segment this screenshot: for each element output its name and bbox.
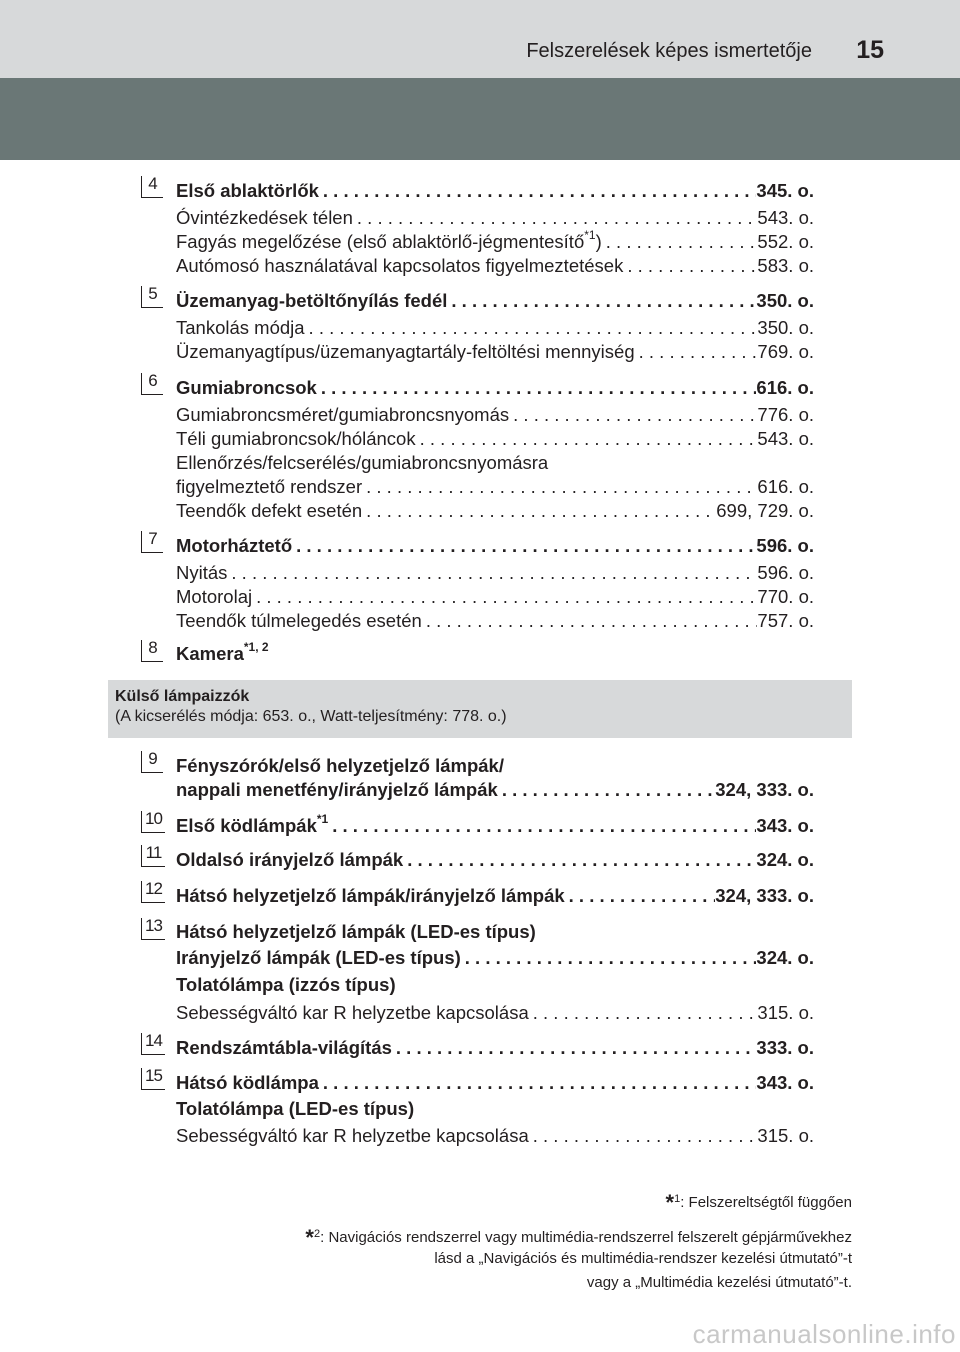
index-entry — [176, 778, 814, 801]
section-title: Felszerelések képes ismertetője — [526, 40, 812, 62]
entry-label — [176, 848, 403, 871]
dot-leader — [498, 778, 715, 801]
footnote-sup: 2 — [313, 1228, 321, 1240]
entry-page-ref: 324, 333. o. — [715, 885, 814, 906]
entry-label-text: Gumiabroncsméret/gumiabroncsnyomás — [176, 404, 510, 425]
item-number-marker — [141, 640, 163, 662]
dot-leader — [252, 585, 757, 608]
entry-label-text: Tolatólámpa (LED-es típus) — [176, 1098, 415, 1119]
dot-leader — [292, 534, 756, 557]
index-entry — [176, 206, 814, 229]
footnote-sup: 1 — [674, 1193, 681, 1205]
item-number: 9 — [148, 749, 157, 768]
dot-leader — [362, 475, 757, 498]
index-entry — [176, 254, 814, 277]
entry-page-ref: 776. o. — [757, 404, 814, 425]
entry-label-text: Sebességváltó kar R helyzetbe kapcsolása — [176, 1125, 529, 1146]
footnote-2-line-3: vagy a „Multimédia kezelési útmutató”-t. — [586, 1274, 852, 1291]
item-number: 15 — [145, 1066, 162, 1085]
index-entry — [176, 814, 814, 837]
entry-label — [176, 534, 292, 557]
index-entry — [176, 289, 814, 312]
dot-leader — [392, 1036, 757, 1059]
item-number: 14 — [145, 1031, 162, 1050]
dot-leader — [529, 1001, 758, 1024]
entry-page-ref: 343. o. — [756, 1072, 814, 1093]
index-entry — [176, 1097, 414, 1120]
index-entry — [176, 316, 814, 339]
dot-leader — [353, 206, 758, 229]
entry-page-ref: 596. o. — [757, 562, 814, 583]
dot-leader — [416, 427, 758, 450]
entry-label — [176, 179, 319, 202]
index-entry — [176, 230, 814, 253]
entry-label-text: Tankolás módja — [176, 317, 305, 338]
entry-label-text: Fényszórók/első helyzetjelző lámpák/ — [176, 755, 504, 776]
entry-label-text: Teendők defekt esetén — [176, 500, 363, 521]
footnote-2 — [305, 1224, 852, 1248]
entry-label — [176, 585, 252, 608]
entry-label-text: Első ködlámpák — [176, 815, 317, 836]
footnote-text: : Felszereltségtől függően — [680, 1194, 852, 1211]
index-entry — [176, 427, 814, 450]
footnote-star: * — [665, 1190, 675, 1215]
entry-label-text: Ellenőrzés/felcserélés/gumiabroncsnyomásra — [176, 452, 549, 473]
dot-leader — [565, 884, 716, 907]
item-number-marker — [141, 1068, 165, 1090]
index-entry — [176, 1124, 814, 1147]
entry-page-ref: 315. o. — [757, 1125, 814, 1146]
entry-footnote-ref: *1 — [584, 230, 596, 242]
entry-label-text: Nyitás — [176, 562, 228, 583]
entry-page-ref: 543. o. — [757, 428, 814, 449]
header-illustration-band — [0, 78, 960, 160]
item-number-marker — [141, 1033, 165, 1055]
entry-label-text: Téli gumiabroncsok/hóláncok — [176, 428, 416, 449]
item-number-marker — [141, 286, 163, 308]
entry-page-ref: 757. o. — [757, 610, 814, 631]
index-entry — [176, 340, 814, 363]
dot-leader — [319, 179, 757, 202]
entry-page-ref: 552. o. — [757, 231, 814, 252]
index-entry — [176, 642, 269, 665]
dot-leader — [227, 561, 757, 584]
index-entry — [176, 973, 396, 996]
entry-label-text: Első ablaktörlők — [176, 180, 319, 201]
entry-page-ref: 324, 333. o. — [715, 779, 814, 800]
entry-label — [176, 376, 317, 399]
entry-label-tail: ) — [595, 231, 602, 252]
index-entry — [176, 403, 814, 426]
index-entry — [176, 475, 814, 498]
entry-label-text: Hátsó helyzetjelző lámpák/irányjelző lámpák — [176, 885, 565, 906]
entry-page-ref: 345. o. — [756, 180, 814, 201]
index-entry — [176, 848, 814, 871]
index-entry — [176, 754, 504, 777]
item-number: 4 — [148, 174, 157, 193]
entry-label-text: Teendők túlmelegedés esetén — [176, 610, 422, 631]
entry-page-ref: 324. o. — [756, 849, 814, 870]
entry-label — [176, 427, 416, 450]
item-number-marker — [141, 531, 163, 553]
item-number-marker — [141, 811, 165, 833]
index-entry — [176, 609, 814, 632]
entry-page-ref: 315. o. — [757, 1002, 814, 1023]
entry-label — [176, 609, 422, 632]
item-number-marker — [141, 373, 163, 395]
entry-label — [176, 1001, 529, 1024]
index-entry — [176, 451, 548, 474]
footnote-star: * — [305, 1225, 314, 1250]
entry-label-text: Autómosó használatával kapcsolatos figyelmeztetések — [176, 255, 624, 276]
page-header — [0, 0, 960, 78]
footnote-1 — [666, 1189, 852, 1213]
entry-label — [176, 884, 565, 907]
index-entry — [176, 585, 814, 608]
entry-label-text: Kamera — [176, 643, 244, 664]
entry-label — [176, 403, 509, 426]
lamps-box-subtitle: (A kicserélés módja: 653. o., Watt-teljesítmény: 778. o.) — [115, 708, 507, 725]
index-entry — [176, 884, 814, 907]
item-number: 10 — [145, 809, 162, 828]
entry-label — [176, 814, 328, 837]
lamps-info-box — [108, 680, 852, 738]
entry-label-text: Fagyás megelőzése (első ablaktörlő-jégmentesítő — [176, 231, 585, 252]
entry-label-text: Irányjelző lámpák (LED-es típus) — [176, 947, 461, 968]
item-number-marker — [141, 176, 163, 198]
entry-page-ref: 333. o. — [756, 1037, 814, 1058]
item-number: 5 — [148, 284, 157, 303]
lamps-box-title: Külső lámpaizzók — [115, 688, 250, 705]
entry-label — [176, 254, 623, 277]
footnote-text: : Navigációs rendszerrel vagy multimédia-rendszerrel felszerelt gépjárművekhez — [320, 1229, 852, 1246]
entry-label-text: Óvintézkedések télen — [176, 207, 353, 228]
item-number: 8 — [148, 638, 157, 657]
entry-page-ref: 343. o. — [756, 815, 814, 836]
entry-label — [176, 289, 447, 312]
entry-label-text: Hátsó ködlámpa — [176, 1072, 319, 1093]
item-number-marker — [141, 918, 165, 940]
index-entry — [176, 1071, 814, 1094]
index-entry — [176, 179, 814, 202]
entry-label-text: Üzemanyag-betöltőnyílás fedél — [176, 290, 448, 311]
entry-label — [176, 946, 461, 969]
entry-label-text: Rendszámtábla-világítás — [176, 1037, 392, 1058]
index-entry — [176, 1036, 814, 1059]
index-entry — [176, 561, 814, 584]
dot-leader — [623, 254, 757, 277]
entry-page-ref: 350. o. — [756, 290, 814, 311]
entry-label-text: Tolatólámpa (izzós típus) — [176, 974, 396, 995]
dot-leader — [422, 609, 758, 632]
dot-leader — [403, 848, 756, 871]
entry-label — [176, 499, 362, 522]
entry-label — [176, 1071, 319, 1094]
item-number: 13 — [145, 916, 162, 935]
entry-footnote-ref: *1 — [316, 814, 329, 826]
entry-footnote-ref: *1, 2 — [243, 640, 269, 654]
entry-page-ref: 770. o. — [757, 586, 814, 607]
item-number: 12 — [145, 879, 162, 898]
entry-label-text: Gumiabroncsok — [176, 377, 317, 398]
dot-leader — [635, 340, 758, 363]
watermark: carmanualsonline.info — [692, 1319, 956, 1349]
footnote-2-line-2: lásd a „Navigációs és multimédia-rendszer kezelési útmutató”-t — [434, 1250, 852, 1267]
index-entry — [176, 499, 814, 522]
dot-leader — [529, 1124, 758, 1147]
dot-leader — [509, 403, 757, 426]
entry-page-ref: 596. o. — [756, 535, 814, 556]
dot-leader — [362, 499, 716, 522]
index-entry — [176, 946, 814, 969]
entry-label — [176, 1036, 392, 1059]
item-number: 11 — [145, 843, 162, 862]
entry-label — [176, 206, 353, 229]
entry-label-text: Hátsó helyzetjelző lámpák (LED-es típus) — [176, 921, 536, 942]
item-number-marker — [141, 751, 163, 773]
entry-label-text: Motorolaj — [176, 586, 253, 607]
dot-leader — [317, 376, 757, 399]
entry-page-ref: 583. o. — [757, 255, 814, 276]
entry-label — [176, 316, 305, 339]
dot-leader — [319, 1071, 757, 1094]
entry-label — [176, 230, 602, 253]
dot-leader — [447, 289, 756, 312]
entry-page-ref: 769. o. — [757, 341, 814, 362]
entry-page-ref: 616. o. — [756, 377, 814, 398]
entry-label-text: figyelmeztető rendszer — [176, 476, 363, 497]
entry-label-text: Oldalsó irányjelző lámpák — [176, 849, 404, 870]
dot-leader — [328, 814, 756, 837]
entry-label — [176, 561, 227, 584]
entry-label-text: Üzemanyagtípus/üzemanyagtartály-feltöltési mennyiség — [176, 341, 635, 362]
entry-label-text: nappali menetfény/irányjelző lámpák — [176, 779, 498, 800]
entry-label — [176, 1124, 529, 1147]
entry-label-text: Sebességváltó kar R helyzetbe kapcsolása — [176, 1002, 529, 1023]
entry-label — [176, 475, 362, 498]
item-number-marker — [141, 845, 165, 867]
index-entry — [176, 534, 814, 557]
entry-page-ref: 324. o. — [756, 947, 814, 968]
entry-page-ref: 616. o. — [757, 476, 814, 497]
dot-leader — [602, 230, 758, 253]
item-number-marker — [141, 881, 165, 903]
entry-label — [176, 778, 498, 801]
index-entry — [176, 920, 536, 943]
index-entry — [176, 1001, 814, 1024]
item-number: 7 — [148, 529, 157, 548]
dot-leader — [305, 316, 758, 339]
entry-page-ref: 699, 729. o. — [716, 500, 814, 521]
entry-page-ref: 543. o. — [757, 207, 814, 228]
page-number: 15 — [856, 36, 884, 64]
item-number: 6 — [148, 371, 157, 390]
entry-page-ref: 350. o. — [757, 317, 814, 338]
entry-label — [176, 340, 635, 363]
dot-leader — [461, 946, 757, 969]
index-entry — [176, 376, 814, 399]
entry-label-text: Motorháztető — [176, 535, 293, 556]
